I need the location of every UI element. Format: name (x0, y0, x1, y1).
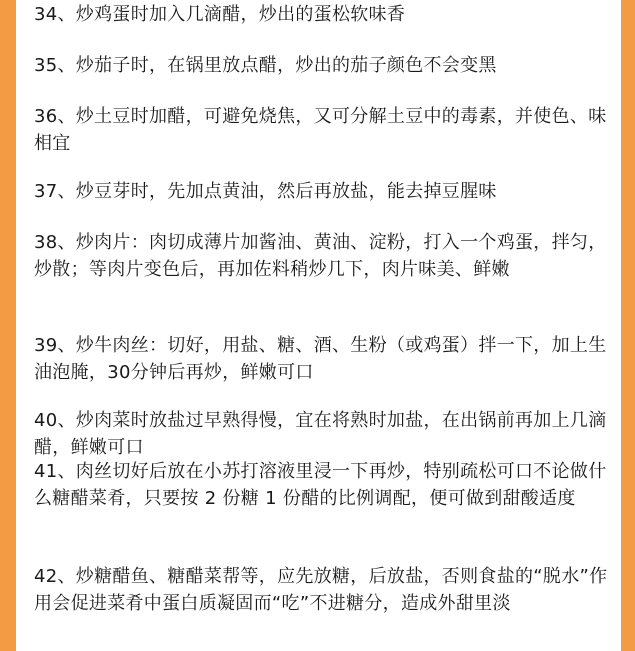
tip-38: 38、炒肉片：肉切成薄片加酱油、黄油、淀粉，打入一个鸡蛋，拌匀，炒散；等肉片变色后，再加佐料稍炒几下，肉片味美、鲜嫩 (34, 232, 607, 280)
tip-41: 41、肉丝切好后放在小苏打溶液里浸一下再炒，特别疏松可口不论做什么糖醋菜肴，只要按 2 份糖 1 份醋的比例调配，便可做到甜酸适度 (34, 461, 607, 509)
tip-40: 40、炒肉菜时放盐过早熟得慢，宜在将熟时加盐，在出锅前再加上几滴醋，鲜嫩可口 (34, 410, 607, 458)
tip-37: 37、炒豆芽时，先加点黄油，然后再放盐，能去掉豆腥味 (34, 181, 497, 202)
tips-panel (16, 0, 621, 651)
tip-35: 35、炒茄子时，在锅里放点醋，炒出的茄子颜色不会变黑 (34, 55, 497, 76)
tip-42: 42、炒糖醋鱼、糖醋菜帮等，应先放糖，后放盐，否则食盐的“脱水”作用会促进菜肴中蛋白质凝固而“吃”不进糖分，造成外甜里淡 (34, 566, 608, 614)
tip-36: 36、炒土豆时加醋，可避免烧焦，又可分解土豆中的毒素，并使色、味相宜 (34, 106, 607, 154)
tip-39: 39、炒牛肉丝：切好，用盐、糖、酒、生粉（或鸡蛋）拌一下，加上生油泡腌，30分钟后再炒，鲜嫩可口 (34, 335, 607, 383)
tip-34: 34、炒鸡蛋时加入几滴醋，炒出的蛋松软味香 (34, 4, 406, 25)
